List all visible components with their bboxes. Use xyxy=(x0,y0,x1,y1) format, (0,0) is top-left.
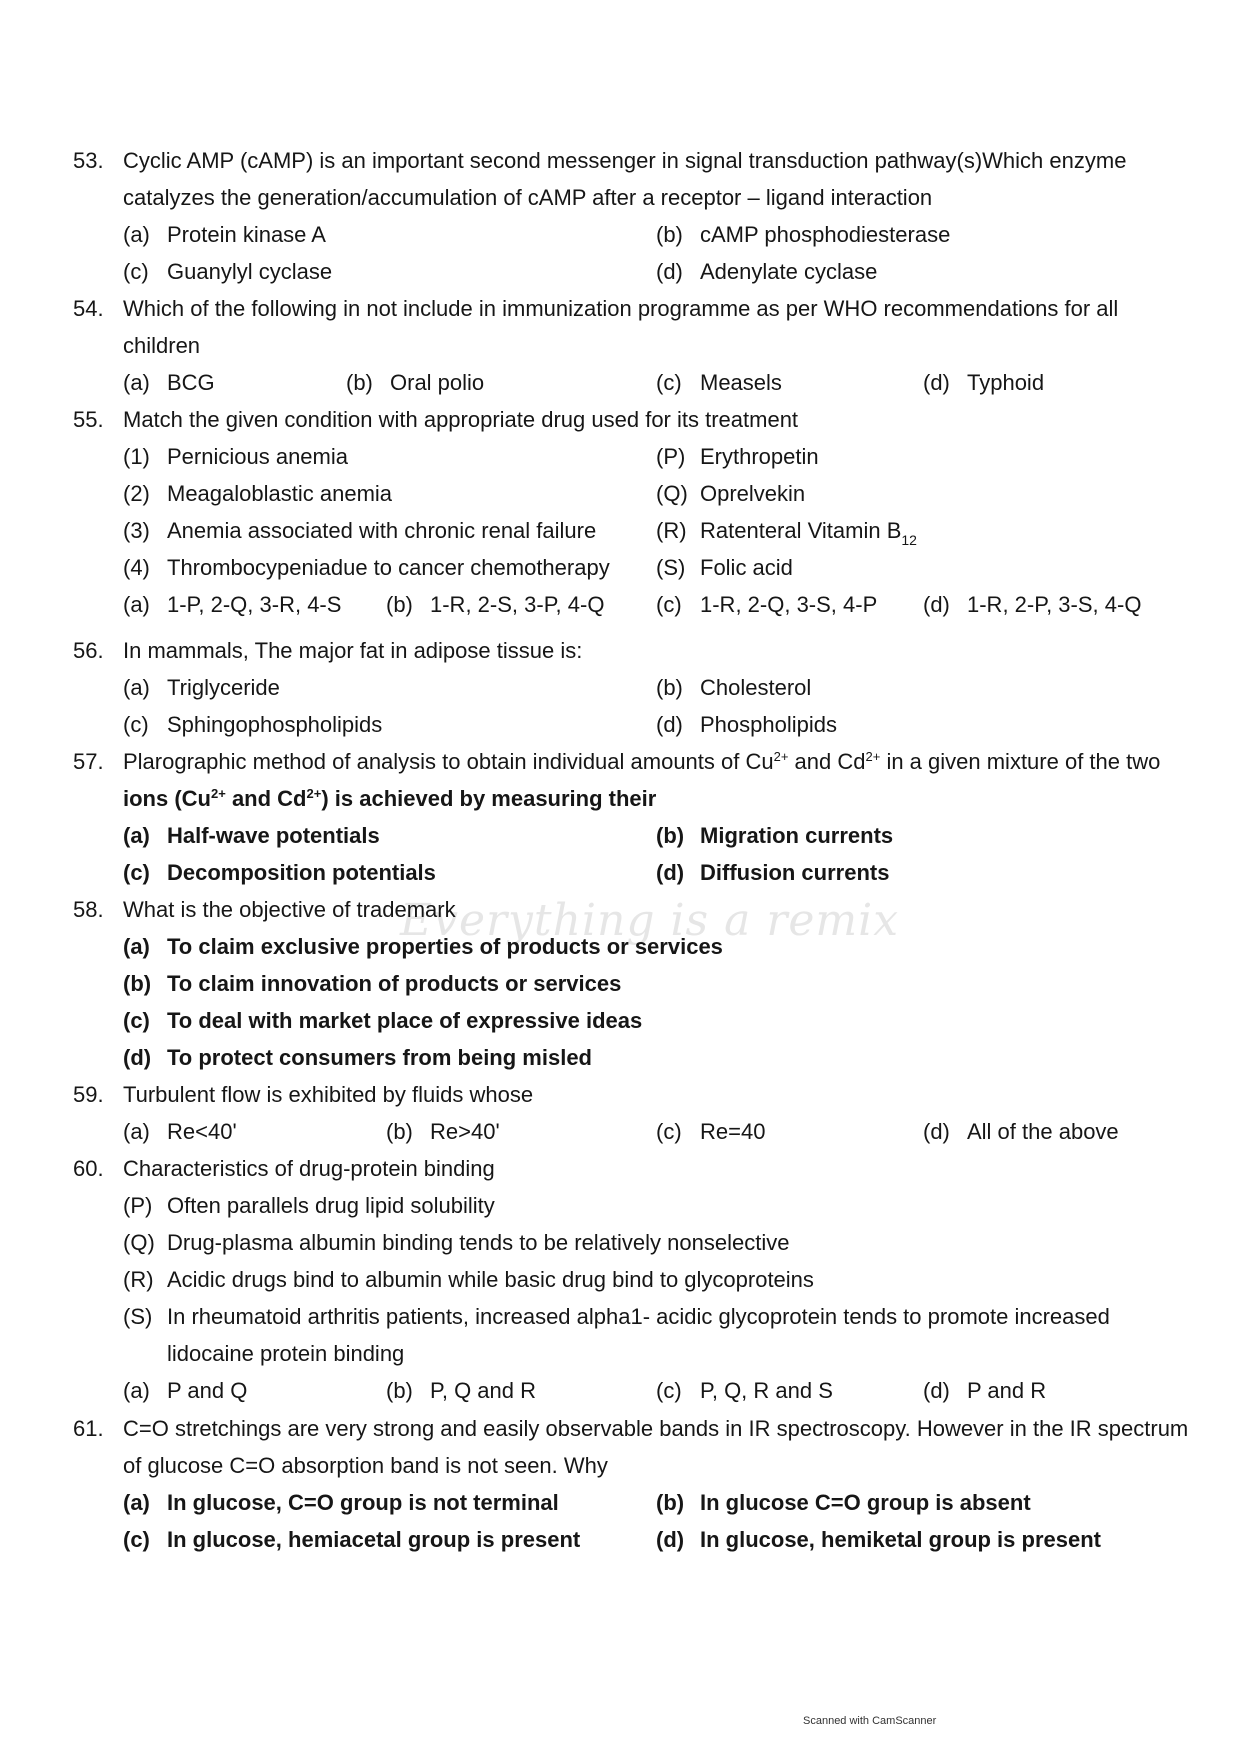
option-c: (c) To deal with market place of expressive ideas xyxy=(123,1008,643,1033)
question-stem: C=O stretchings are very strong and easily observable bands in IR spectroscopy. However in the IR spectrum xyxy=(123,1416,1189,1441)
option-b: (b) cAMP phosphodiesterase xyxy=(656,222,951,247)
match-right-q: (Q) Oprelvekin xyxy=(656,481,806,506)
question-stem: What is the objective of trademark xyxy=(123,897,456,922)
scanner-footer: Scanned with CamScanner xyxy=(803,1715,937,1727)
match-left-4: (4) Thrombocypeniadue to cancer chemotherapy xyxy=(123,555,610,580)
question-stem: Characteristics of drug-protein binding xyxy=(123,1156,495,1181)
match-left-1: (1) Pernicious anemia xyxy=(123,444,348,469)
option-b: (b) In glucose C=O group is absent xyxy=(656,1490,1031,1515)
question-stem-cont: catalyzes the generation/accumulation of cAMP after a receptor – ligand interaction xyxy=(123,185,933,210)
question-stem: Which of the following in not include in immunization programme as per WHO recommendations for all xyxy=(123,296,1119,321)
watermark: Everything is a remix xyxy=(400,895,900,946)
option-a: (a) BCG xyxy=(123,370,215,395)
option-b: (b) Cholesterol xyxy=(656,675,812,700)
statement-p: (P) Often parallels drug lipid solubility xyxy=(123,1193,495,1218)
option-b: (b) P, Q and R xyxy=(386,1378,536,1403)
option-d: (d) To protect consumers from being misled xyxy=(123,1045,592,1070)
question-stem: Match the given condition with appropriate drug used for its treatment xyxy=(123,407,799,432)
option-b: (b) To claim innovation of products or services xyxy=(123,971,622,996)
option-b: (b) Oral polio xyxy=(346,370,485,395)
option-a: (a) P and Q xyxy=(123,1378,248,1403)
match-left-3: (3) Anemia associated with chronic renal failure xyxy=(123,518,597,543)
question-number: 60. xyxy=(73,1156,104,1181)
statement-s: (S) In rheumatoid arthritis patients, increased alpha1- acidic glycoprotein tends to promote increased xyxy=(123,1304,1110,1329)
question-number: 54. xyxy=(73,296,104,321)
option-d: (d) Typhoid xyxy=(923,370,1045,395)
option-a: (a) Re<40' xyxy=(123,1119,237,1144)
option-d: (d) 1-R, 2-P, 3-S, 4-Q xyxy=(923,592,1142,617)
option-c: (c) In glucose, hemiacetal group is present xyxy=(123,1527,581,1552)
match-left-2: (2) Meagaloblastic anemia xyxy=(123,481,393,506)
option-c: (c) 1-R, 2-Q, 3-S, 4-P xyxy=(656,592,878,617)
question-number: 55. xyxy=(73,407,104,432)
option-b: (b) 1-R, 2-S, 3-P, 4-Q xyxy=(386,592,605,617)
option-a: (a) In glucose, C=O group is not terminal xyxy=(123,1490,559,1515)
question-number: 53. xyxy=(73,148,104,173)
option-c: (c) Re=40 xyxy=(656,1119,766,1144)
question-stem-cont: children xyxy=(123,333,201,358)
match-right-r: (R) Ratenteral Vitamin $B_{12}$ xyxy=(656,518,917,548)
option-d: (d) Adenylate cyclase xyxy=(656,259,878,284)
question-stem: Turbulent flow is exhibited by fluids whose xyxy=(123,1082,534,1107)
question-stem-cont: ions ($Cu^{2+}$ and $Cd^{2+}$) is achieved by measuring their xyxy=(123,786,657,811)
statement-q: (Q) Drug-plasma albumin binding tends to be relatively nonselective xyxy=(123,1230,790,1255)
option-c: (c) Decomposition potentials xyxy=(123,860,436,885)
statement-s-cont: lidocaine protein binding xyxy=(167,1341,405,1366)
option-c: (c) P, Q, R and S xyxy=(656,1378,833,1403)
match-right-s: (S) Folic acid xyxy=(656,555,793,580)
question-stem: Plarographic method of analysis to obtain individual amounts of $Cu^{2+}$ and $Cd^{2+}$ in a given mixture of the two xyxy=(123,749,1161,774)
option-d: (d) All of the above xyxy=(923,1119,1119,1144)
option-b: (b) Re>40' xyxy=(386,1119,500,1144)
option-d: (d) In glucose, hemiketal group is present xyxy=(656,1527,1101,1552)
option-a: (a) Protein kinase A xyxy=(123,222,326,247)
question-number: 61. xyxy=(73,1416,104,1441)
question-number: 56. xyxy=(73,638,104,663)
option-c: (c) Guanylyl cyclase xyxy=(123,259,333,284)
question-stem: Cyclic AMP (cAMP) is an important second messenger in signal transduction pathway(s)Which enzyme xyxy=(123,148,1127,173)
option-a: (a) To claim exclusive properties of products or services xyxy=(123,934,723,959)
option-d: (d) Phospholipids xyxy=(656,712,837,737)
question-stem: In mammals, The major fat in adipose tissue is: xyxy=(123,638,583,663)
option-a: (a) Triglyceride xyxy=(123,675,280,700)
question-number: 57. xyxy=(73,749,104,774)
option-b: (b) Migration currents xyxy=(656,823,894,848)
question-number: 58. xyxy=(73,897,104,922)
option-a: (a) Half-wave potentials xyxy=(123,823,380,848)
option-a: (a) 1-P, 2-Q, 3-R, 4-S xyxy=(123,592,342,617)
option-c: (c) Sphingophospholipids xyxy=(123,712,383,737)
question-stem-cont: of glucose C=O absorption band is not seen. Why xyxy=(123,1453,608,1478)
option-d: (d) P and R xyxy=(923,1378,1047,1403)
option-d: (d) Diffusion currents xyxy=(656,860,890,885)
statement-r: (R) Acidic drugs bind to albumin while basic drug bind to glycoproteins xyxy=(123,1267,814,1292)
match-right-p: (P) Erythropetin xyxy=(656,444,819,469)
option-c: (c) Measels xyxy=(656,370,782,395)
question-number: 59. xyxy=(73,1082,104,1107)
